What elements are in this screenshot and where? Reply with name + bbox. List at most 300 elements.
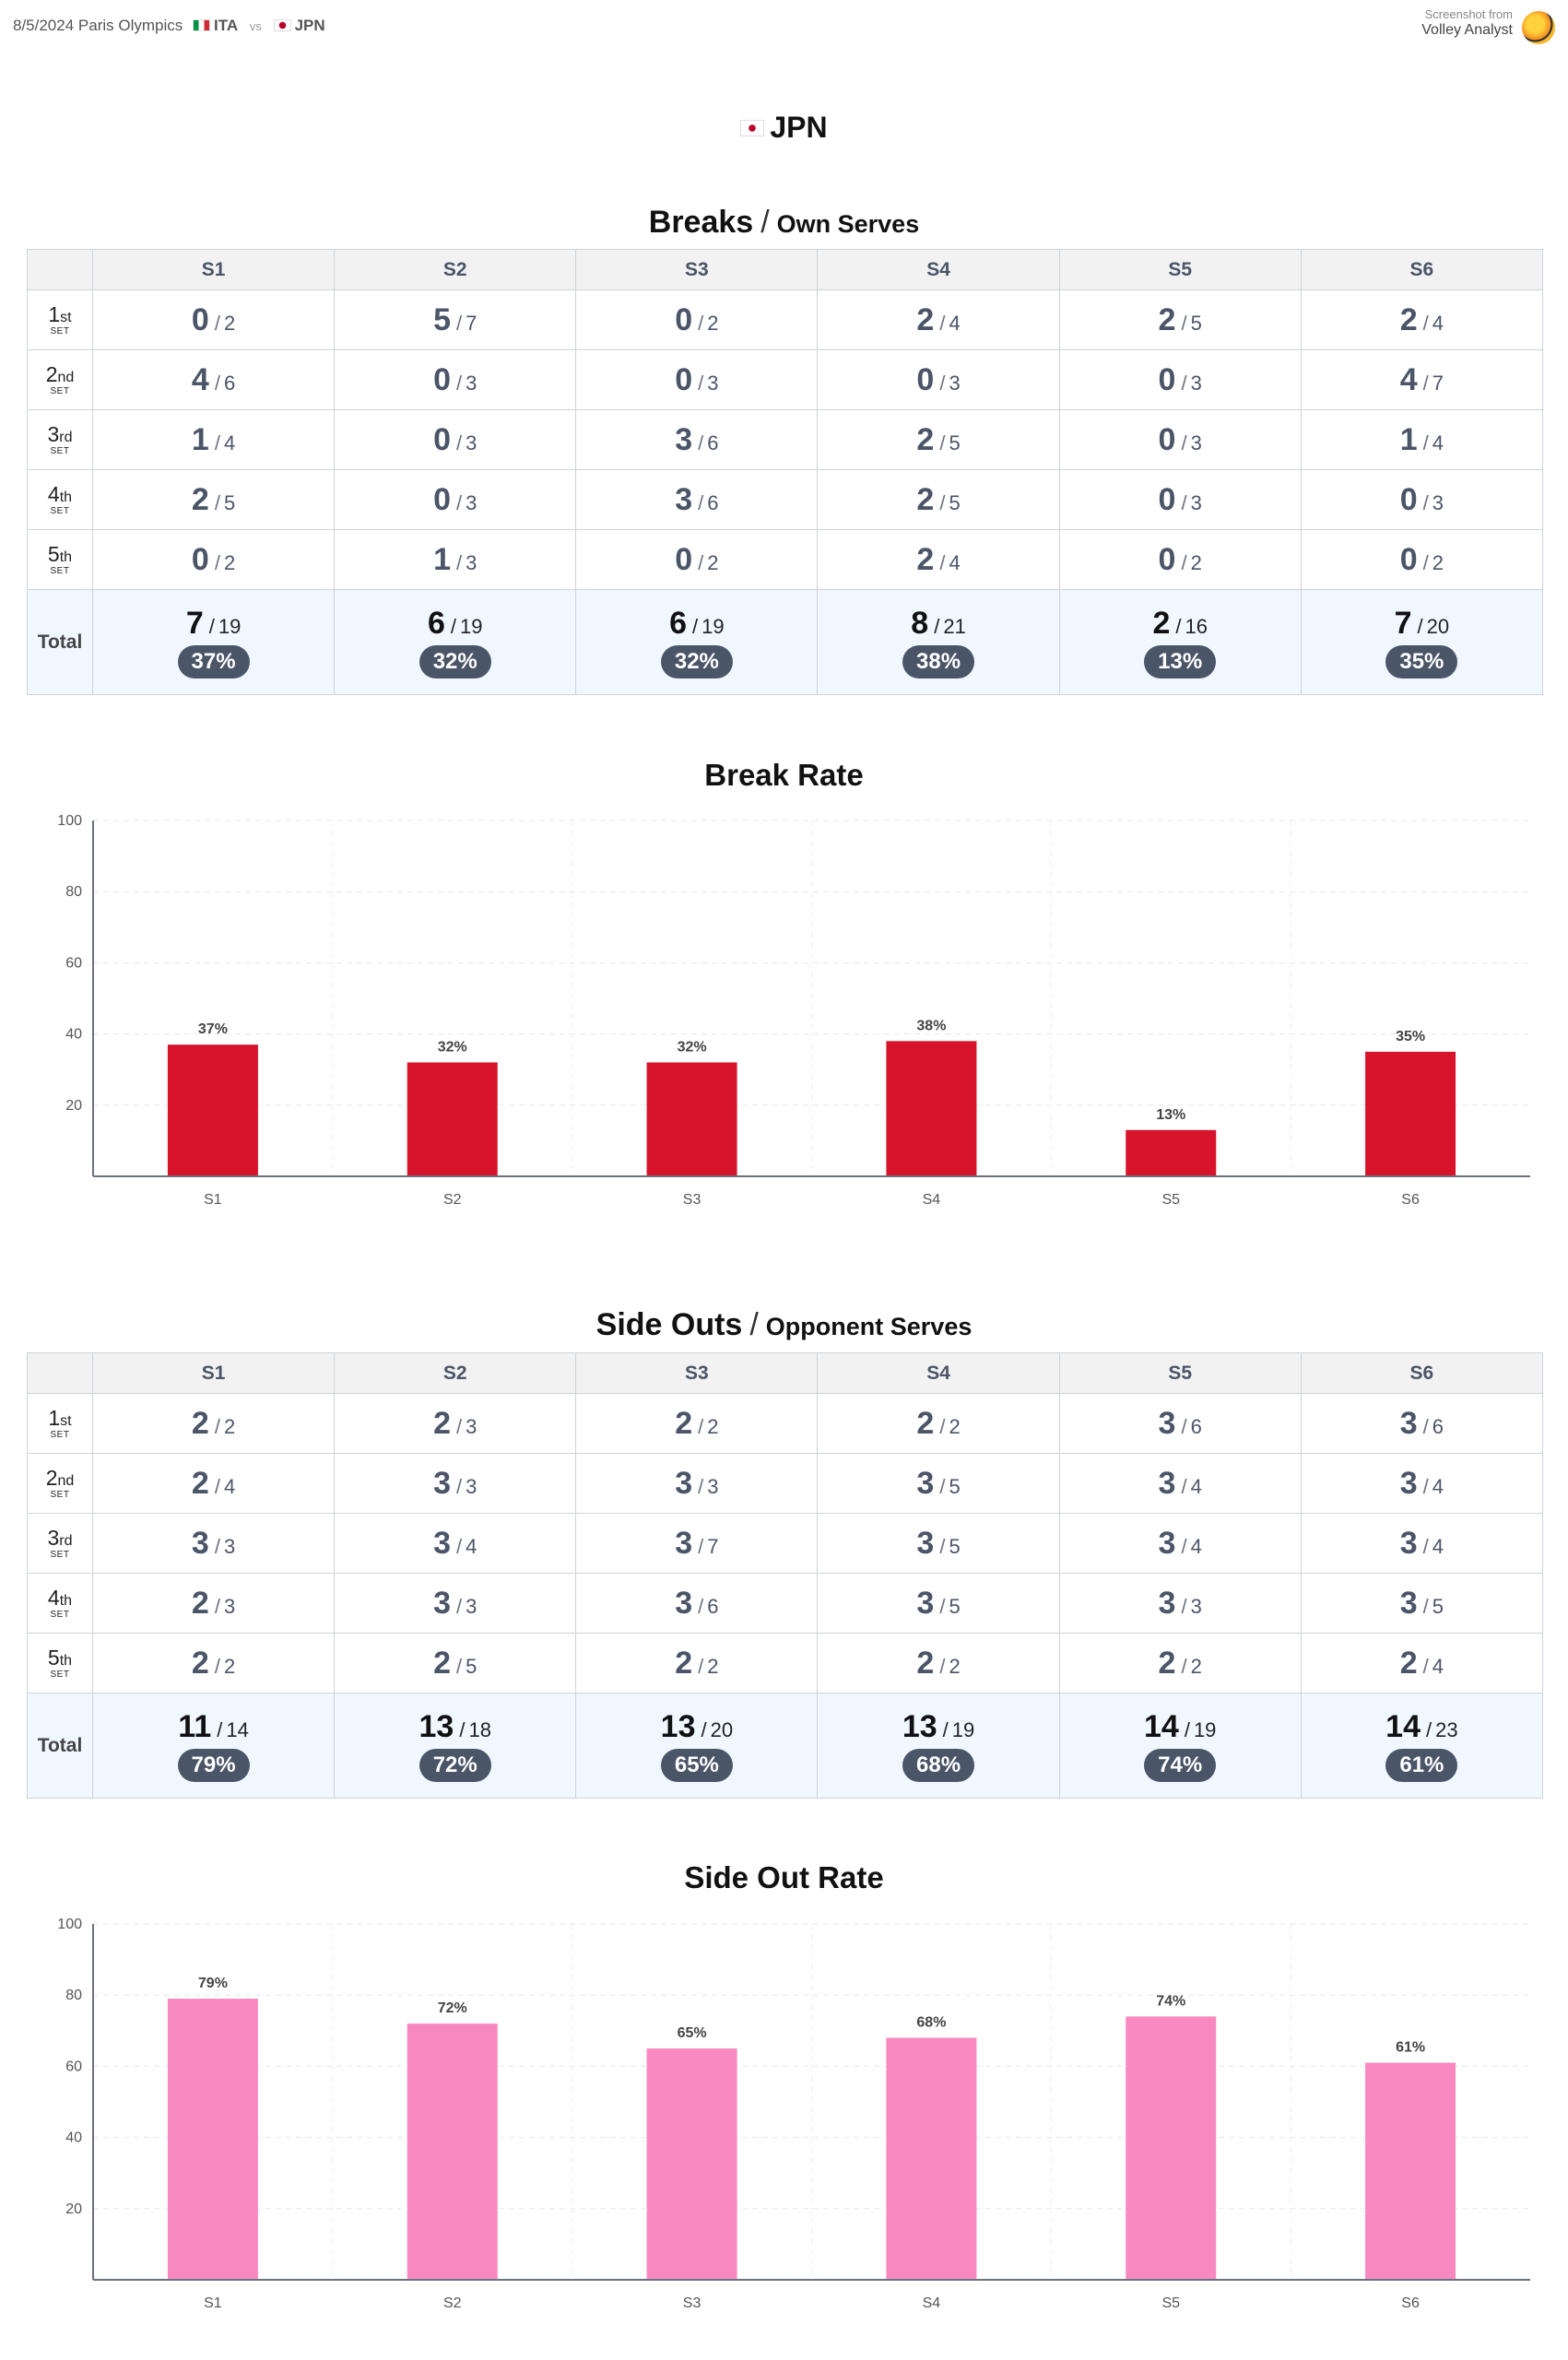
stat-total: 6: [707, 431, 719, 454]
stat-total: 5: [949, 490, 961, 514]
stat-won: 3: [1158, 1405, 1176, 1441]
set-number: 5: [47, 541, 60, 566]
rotation-header-s2: S2: [335, 1353, 576, 1394]
stat-total: 2: [707, 1654, 719, 1678]
fraction-slash: /: [942, 1718, 949, 1741]
fraction-slash: /: [939, 490, 946, 514]
set-ordinal-suffix: nd: [57, 1472, 75, 1489]
stat-won: 3: [916, 1525, 935, 1561]
total-fraction: [1060, 1709, 1301, 1745]
y-tick-label: 20: [65, 2201, 82, 2217]
total-won: 2: [1152, 606, 1171, 641]
stat-won: 2: [433, 1645, 451, 1681]
y-tick-label: 100: [57, 813, 82, 829]
percentage-badge: 74%: [1144, 1749, 1216, 1782]
stat-cell: [335, 470, 576, 530]
stat-won: 0: [191, 541, 209, 577]
bar-value-label: 61%: [1396, 2039, 1426, 2056]
fraction-slash: /: [450, 615, 457, 638]
stat-won: 2: [1399, 301, 1418, 337]
stat-cell: [576, 410, 818, 470]
stat-total: 3: [466, 431, 477, 454]
stat-won: 3: [675, 1585, 693, 1621]
stat-won: 3: [1399, 1585, 1418, 1621]
stat-cell: [818, 290, 1059, 350]
set-label: [28, 481, 92, 516]
percentage-badge: 61%: [1385, 1749, 1457, 1782]
set-number: 4: [47, 1585, 60, 1610]
set-number: 4: [47, 481, 60, 506]
fraction-slash: /: [214, 1534, 220, 1558]
set-number-line: [28, 1405, 92, 1430]
set-word: SET: [50, 505, 70, 516]
bar-value-label: 65%: [677, 2025, 707, 2042]
stat-total: 4: [223, 431, 236, 454]
stat-total: 2: [1432, 550, 1444, 574]
fraction-slash: /: [1181, 1534, 1187, 1558]
total-cell: [1301, 1693, 1542, 1799]
fraction-slash: /: [214, 371, 220, 395]
stat-cell: [576, 290, 818, 350]
bar-value-label: 13%: [1156, 1106, 1186, 1123]
x-tick-label: S5: [1161, 1192, 1181, 1208]
fraction-slash: /: [698, 311, 704, 335]
x-tick-label: S2: [442, 2295, 462, 2311]
total-won: 11: [178, 1709, 212, 1744]
rotation-header-s3: S3: [576, 1353, 818, 1394]
fraction-slash: /: [1181, 371, 1187, 395]
stat-cell: [93, 1514, 335, 1574]
total-fraction: [576, 606, 817, 642]
fraction-slash: /: [939, 1414, 946, 1438]
stat-won: 5: [433, 301, 451, 337]
stat-won: 3: [675, 1525, 693, 1561]
x-tick-label: S3: [682, 1192, 701, 1208]
total-won: 13: [419, 1709, 454, 1744]
fraction-slash: /: [939, 1534, 946, 1558]
total-fraction: [1302, 606, 1542, 642]
match-info: [13, 17, 325, 35]
fraction-slash: /: [459, 1718, 466, 1741]
bar-value-label: 74%: [1156, 1993, 1186, 2010]
rotation-header-s3: S3: [576, 250, 818, 290]
side-out-rate-chart-title: Side Out Rate: [684, 1860, 884, 1894]
set-ordinal-suffix: rd: [59, 1532, 73, 1549]
stat-cell: [818, 410, 1059, 470]
total-cell: [93, 1693, 335, 1799]
bar-s1: [168, 1044, 258, 1176]
stat-total: 5: [949, 431, 961, 454]
stat-won: 2: [191, 1645, 209, 1681]
set-number-line: [28, 1525, 92, 1550]
stat-total: 4: [466, 1534, 477, 1558]
stat-won: 2: [191, 1465, 209, 1501]
stat-won: 3: [1158, 1585, 1176, 1621]
stat-total: 3: [1190, 371, 1202, 395]
fraction-slash: /: [456, 371, 463, 395]
stat-won: 0: [433, 361, 451, 397]
set-ordinal-suffix: nd: [57, 369, 75, 385]
total-won: 14: [1385, 1709, 1421, 1744]
set-number: 1: [48, 1405, 61, 1430]
side-outs-section-title: [0, 1307, 1568, 1343]
stat-total: 4: [1432, 431, 1444, 454]
y-tick-label: 100: [57, 1917, 82, 1932]
fraction-slash: /: [1181, 490, 1187, 514]
bar-s6: [1365, 2063, 1456, 2280]
home-team: [193, 17, 238, 34]
set-word: SET: [50, 1549, 70, 1560]
set-number-line: [28, 481, 92, 506]
total-fraction: [93, 1709, 334, 1745]
total-fraction: [1302, 1709, 1542, 1745]
stat-cell: [1059, 290, 1301, 350]
set-number-line: [28, 301, 92, 326]
bar-s5: [1126, 2016, 1216, 2280]
total-label: Total: [28, 1693, 93, 1799]
stat-total: 2: [949, 1414, 961, 1438]
team-title-text: JPN: [770, 111, 828, 144]
set-word: SET: [50, 1429, 70, 1440]
x-tick-label: S5: [1161, 2295, 1181, 2311]
set-label: [28, 541, 92, 576]
set-label-cell: [28, 410, 93, 470]
fraction-slash: /: [1422, 490, 1429, 514]
stat-cell: [576, 1574, 818, 1634]
total-count: 16: [1185, 615, 1208, 638]
total-count: 19: [701, 615, 725, 638]
side-outs-table: [27, 1352, 1543, 1799]
set-row: [28, 470, 1543, 530]
rotation-header-s5: S5: [1059, 1353, 1301, 1394]
break-rate-chart: [37, 808, 1549, 1213]
stat-won: 0: [433, 421, 451, 457]
x-tick-label: S1: [204, 2295, 222, 2311]
stat-won: 2: [916, 301, 935, 337]
total-won: 13: [660, 1709, 696, 1744]
total-count: 20: [710, 1718, 734, 1741]
stat-total: 5: [1190, 311, 1202, 335]
fraction-slash: /: [1422, 1534, 1429, 1558]
stat-cell: [93, 470, 335, 530]
stat-cell: [1059, 1634, 1301, 1693]
japan-flag-icon: [740, 120, 764, 136]
stat-total: 3: [1190, 490, 1202, 514]
total-cell: [1301, 590, 1542, 695]
stat-won: 3: [916, 1465, 935, 1501]
stat-total: 5: [466, 1654, 477, 1678]
fraction-slash: /: [214, 1474, 220, 1498]
corner-header-cell: [28, 1353, 93, 1394]
set-number-line: [28, 421, 92, 446]
stat-cell: [1301, 470, 1542, 530]
stat-total: 4: [949, 550, 961, 574]
stat-total: 3: [466, 1414, 477, 1438]
stat-won: 3: [675, 1465, 693, 1501]
fraction-slash: /: [456, 1534, 463, 1558]
stat-won: 3: [433, 1585, 451, 1621]
stat-total: 3: [707, 371, 719, 395]
stat-total: 6: [1190, 1414, 1202, 1438]
japan-flag-icon: [274, 19, 291, 31]
set-word: SET: [50, 325, 70, 336]
stat-total: 3: [223, 1534, 236, 1558]
stat-total: 6: [707, 490, 719, 514]
stat-total: 4: [1432, 1474, 1444, 1498]
total-won: 7: [1394, 606, 1412, 641]
total-fraction: [93, 606, 334, 642]
total-cell: [335, 1693, 576, 1799]
stat-won: 0: [916, 361, 935, 397]
stat-total: 7: [707, 1534, 719, 1558]
stat-total: 3: [466, 490, 477, 514]
set-number-line: [28, 1465, 92, 1490]
side-outs-title: Side Outs: [595, 1307, 743, 1342]
bar-s4: [886, 1041, 976, 1176]
bar-chart-svg: [37, 1911, 1549, 2317]
stat-total: 3: [1190, 431, 1202, 454]
stat-won: 2: [916, 541, 935, 577]
fraction-slash: /: [214, 311, 220, 335]
set-label-cell: [28, 350, 93, 410]
breaks-subtitle: Own Serves: [776, 210, 920, 238]
stat-total: 3: [466, 1474, 477, 1498]
rotation-header-s6: S6: [1301, 250, 1542, 290]
stat-total: 2: [223, 1414, 236, 1438]
fraction-slash: /: [1175, 615, 1182, 638]
stat-total: 4: [1432, 311, 1444, 335]
away-team-name: JPN: [294, 17, 325, 34]
percentage-badge: 65%: [661, 1749, 733, 1782]
stat-total: 7: [1432, 371, 1444, 395]
bar-value-label: 72%: [437, 2000, 467, 2017]
stat-cell: [1301, 530, 1542, 590]
stat-cell: [1301, 350, 1542, 410]
set-word: SET: [50, 565, 70, 576]
brand-credit: [1421, 7, 1555, 39]
percentage-badge: 32%: [661, 645, 733, 678]
fraction-slash: /: [1426, 1718, 1432, 1741]
fraction-slash: /: [456, 311, 463, 335]
fraction-slash: /: [456, 550, 463, 574]
total-won: 7: [185, 606, 204, 641]
set-label: [28, 421, 92, 456]
fraction-slash: /: [698, 1654, 704, 1678]
stat-total: 2: [223, 550, 236, 574]
total-count: 19: [218, 615, 242, 638]
y-tick-label: 40: [65, 1026, 82, 1043]
stat-cell: [576, 1394, 818, 1454]
stat-cell: [1059, 1394, 1301, 1454]
set-label-cell: [28, 1634, 93, 1693]
stat-total: 2: [707, 550, 719, 574]
stat-cell: [93, 1454, 335, 1514]
side-outs-header-row: [28, 1353, 1543, 1394]
stat-total: 4: [223, 1474, 236, 1498]
stat-cell: [335, 1634, 576, 1693]
stat-total: 5: [949, 1474, 961, 1498]
y-tick-label: 20: [65, 1097, 82, 1114]
stat-won: 3: [1399, 1525, 1418, 1561]
stat-cell: [1301, 1634, 1542, 1693]
bar-value-label: 32%: [677, 1039, 707, 1056]
stat-cell: [335, 1394, 576, 1454]
stat-cell: [335, 1574, 576, 1634]
bar-value-label: 68%: [916, 2014, 947, 2031]
set-label: [28, 1405, 92, 1440]
stat-cell: [576, 350, 818, 410]
stat-won: 0: [675, 541, 693, 577]
fraction-slash: /: [698, 371, 704, 395]
italy-flag-icon: [193, 19, 210, 31]
stat-total: 2: [223, 311, 236, 335]
fraction-slash: /: [939, 431, 946, 454]
fraction-slash: /: [214, 431, 220, 454]
fraction-slash: /: [1422, 1654, 1429, 1678]
fraction-slash: /: [1181, 550, 1187, 574]
breaks-title: Breaks: [648, 205, 754, 240]
fraction-slash: /: [701, 1718, 707, 1741]
set-label-cell: [28, 1514, 93, 1574]
stat-total: 3: [707, 1474, 719, 1498]
set-number-line: [28, 361, 92, 386]
stat-won: 2: [916, 1405, 935, 1441]
y-tick-label: 80: [65, 884, 82, 901]
stat-won: 3: [191, 1525, 209, 1561]
fraction-slash: /: [1422, 1474, 1429, 1498]
stat-won: 3: [433, 1465, 451, 1501]
stat-won: 1: [191, 421, 209, 457]
break-rate-chart-title: Break Rate: [704, 758, 864, 792]
total-count: 23: [1435, 1718, 1458, 1741]
stat-won: 3: [916, 1585, 935, 1621]
away-team: [274, 17, 325, 34]
stat-won: 0: [1399, 481, 1418, 517]
stat-cell: [335, 290, 576, 350]
total-cell: [576, 1693, 818, 1799]
fraction-slash: /: [1422, 311, 1429, 335]
fraction-slash: /: [456, 1474, 463, 1498]
fraction-slash: /: [217, 1718, 223, 1741]
stat-won: 0: [1158, 421, 1176, 457]
total-fraction: [335, 1709, 575, 1745]
stat-won: 2: [1399, 1645, 1418, 1681]
fraction-slash: /: [1422, 431, 1429, 454]
fraction-slash: /: [939, 1474, 946, 1498]
stat-won: 0: [675, 361, 693, 397]
stat-won: 2: [675, 1645, 693, 1681]
fraction-slash: /: [1181, 311, 1187, 335]
stat-cell: [576, 470, 818, 530]
top-bar: [0, 0, 1568, 52]
set-word: SET: [50, 385, 70, 396]
stat-cell: [576, 530, 818, 590]
stat-won: 2: [675, 1405, 693, 1441]
fraction-slash: /: [1422, 1414, 1429, 1438]
fraction-slash: /: [214, 550, 220, 574]
stat-total: 3: [223, 1594, 236, 1618]
fraction-slash: /: [1181, 431, 1187, 454]
stat-cell: [818, 350, 1059, 410]
total-cell: [576, 590, 818, 695]
total-won: 14: [1143, 1709, 1179, 1744]
fraction-slash: /: [698, 550, 704, 574]
side-outs-subtitle: Opponent Serves: [765, 1313, 973, 1340]
set-row: [28, 1394, 1543, 1454]
stat-won: 3: [675, 481, 693, 517]
total-fraction: [576, 1709, 817, 1745]
total-label: Total: [28, 590, 93, 695]
bar-s2: [407, 2024, 498, 2280]
bar-value-label: 35%: [1396, 1028, 1426, 1044]
stat-won: 4: [1399, 361, 1418, 397]
stat-cell: [1059, 1574, 1301, 1634]
total-count: 19: [951, 1718, 975, 1741]
total-cell: [1059, 590, 1301, 695]
x-tick-label: S6: [1401, 1192, 1420, 1208]
bar-s3: [647, 1062, 737, 1176]
set-ordinal-suffix: th: [59, 1652, 73, 1669]
stat-won: 0: [1158, 361, 1176, 397]
fraction-slash: /: [1181, 1594, 1187, 1618]
bar-value-label: 32%: [437, 1039, 467, 1056]
rotation-header-s5: S5: [1059, 250, 1301, 290]
x-tick-label: S1: [204, 1192, 222, 1208]
stat-won: 2: [433, 1405, 451, 1441]
bar-s3: [647, 2048, 737, 2280]
fraction-slash: /: [456, 1594, 463, 1618]
stat-won: 3: [1399, 1465, 1418, 1501]
stat-cell: [1301, 410, 1542, 470]
stat-total: 2: [1190, 550, 1202, 574]
set-ordinal-suffix: st: [60, 309, 72, 325]
rotation-header-s6: S6: [1301, 1353, 1542, 1394]
total-row: [28, 1693, 1543, 1799]
percentage-badge: 72%: [419, 1749, 491, 1782]
rotation-header-s1: S1: [93, 1353, 335, 1394]
brand-caption: Screenshot from: [1424, 7, 1513, 21]
stat-cell: [93, 530, 335, 590]
stat-total: 6: [223, 371, 236, 395]
stat-cell: [1301, 1574, 1542, 1634]
total-count: 19: [1193, 1718, 1217, 1741]
set-number-line: [28, 541, 92, 566]
total-row: [28, 590, 1543, 695]
stat-cell: [335, 1514, 576, 1574]
stat-total: 5: [949, 1534, 961, 1558]
stat-won: 0: [1399, 541, 1418, 577]
stat-total: 3: [1190, 1594, 1202, 1618]
stat-cell: [1301, 1454, 1542, 1514]
stat-cell: [1301, 1514, 1542, 1574]
stat-won: 1: [433, 541, 451, 577]
set-label: [28, 1465, 92, 1500]
stat-total: 4: [1432, 1534, 1444, 1558]
fraction-slash: /: [939, 1594, 946, 1618]
set-label: [28, 301, 92, 336]
stat-total: 4: [1432, 1654, 1444, 1678]
fraction-slash: /: [456, 1414, 463, 1438]
total-cell: [818, 590, 1059, 695]
fraction-slash: /: [698, 490, 704, 514]
fraction-slash: /: [1417, 615, 1423, 638]
set-word: SET: [50, 445, 70, 456]
stat-cell: [335, 410, 576, 470]
fraction-slash: /: [214, 1414, 220, 1438]
stat-cell: [93, 1574, 335, 1634]
stat-cell: [335, 1454, 576, 1514]
stat-won: 0: [1158, 541, 1176, 577]
